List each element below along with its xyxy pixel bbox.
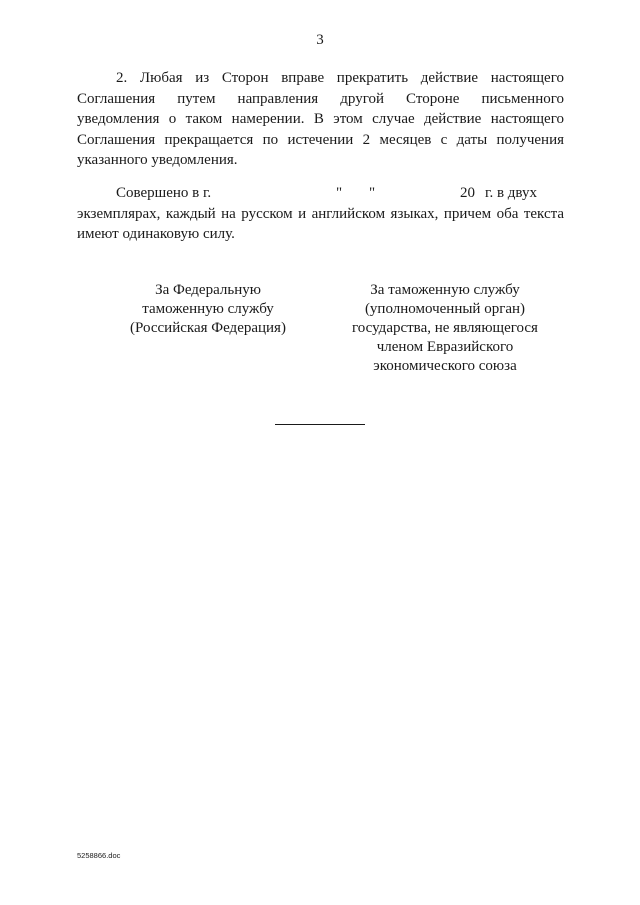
paragraph-line: Соглашения прекращается по истечении 2 месяцев с даты получения	[77, 131, 564, 148]
signature-line: За таможенную службу	[370, 282, 520, 298]
paragraph-line: уведомления о таком намерении. В этом случае действие настоящего	[77, 111, 564, 127]
paragraph-line: указанного уведомления.	[77, 152, 238, 168]
execution-copies-text: г. в двух	[485, 185, 537, 201]
signature-block-other-state	[338, 281, 552, 376]
close-quote: "	[369, 185, 376, 201]
execution-place-label: Совершено в г.	[116, 185, 212, 201]
signature-line: (Российская Федерация)	[130, 320, 286, 336]
signature-line: таможенную службу	[142, 301, 274, 317]
signature-line: государства, не являющегося	[352, 320, 538, 336]
paragraph-line: имеют одинаковую силу.	[77, 226, 235, 242]
execution-paragraph	[77, 183, 564, 245]
year-prefix: 20	[460, 185, 475, 201]
end-of-document-rule	[275, 424, 365, 425]
signature-line: членом Евразийского	[376, 339, 514, 355]
signature-line: (уполномоченный орган)	[364, 301, 526, 317]
signature-line: экономического союза	[373, 358, 517, 374]
paragraph-line: Соглашения путем направления другой Стороне письменного	[77, 90, 564, 107]
paragraph-line: экземплярах, каждый на русском и английском языках, причем оба текста	[77, 205, 564, 222]
open-quote: "	[336, 185, 343, 201]
page-number: 3	[316, 32, 324, 48]
termination-paragraph	[77, 68, 564, 171]
paragraph-line: 2. Любая из Сторон вправе прекратить действие настоящего	[116, 70, 564, 86]
execution-date-line	[77, 183, 564, 204]
signature-block-russia	[108, 281, 308, 338]
signature-line: За Федеральную	[155, 282, 261, 298]
document-filename: 5258866.doc	[77, 851, 121, 860]
